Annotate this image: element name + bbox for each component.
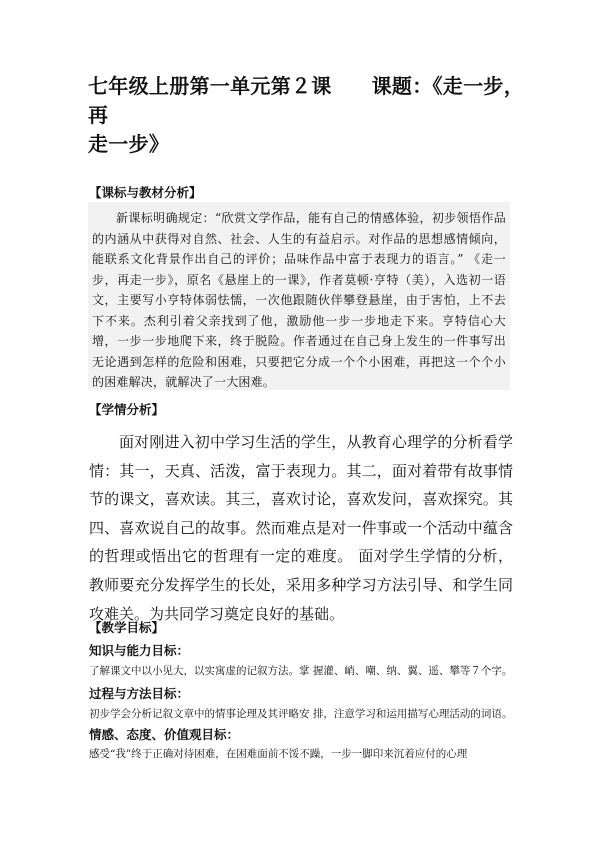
goal-process-text: 初步学会分析记叙文章中的情事论理及其评略安 排，注意学习和运用描写心理活动的词语。: [89, 708, 513, 720]
curriculum-heading: 【课标与教材分析】: [89, 185, 202, 200]
goal-knowledge-text: 了解课文中以小见大，以实寓虚的记叙方法。掌 握灌、峭、嘲、纳、翼、遥、攀等７个字。: [89, 665, 513, 677]
curriculum-analysis-text: 新课标明确规定：“欣赏文学作品，能有自己的情感体验，初步领悟作品的内涵从中获得对自然、社会、人生的有益启示。对作品的思想感情倾向，能联系文化背景作出自己的评价；品味作品中富于表现力的语言。” 《走一步，再走一步》，原名《悬崖上的一课》，作者莫顿·亨特（美），入选初一语文，主要写小亨特体弱怯懦，一次他跟随伙伴攀登悬崖，由于害怕，上不去下不来。杰利引着父亲找到了他，激励他一步一步地走下来。亨特信心大增，一步一步地爬下来，终于脱险。作者通过在自己身上发生的一件事写出无论遇到怎样的危险和困难，只要把它分成一个个小困难，再把这一个个小的困难解决，就解决了一大困难。: [92, 211, 506, 389]
title-topic: 课题：《走一步，再: [88, 74, 525, 127]
goal-emotion-heading: 情感、态度、价值观目标：: [89, 727, 240, 742]
title-unit: 七年级上册第一单元第２课: [88, 74, 332, 98]
learner-analysis-text: 面对刚进入初中学习生活的学生，从教育心理学的分析看学情：其一，天真、活泼，富于表现力。其二，面对着带有故事情节的课文，喜欢读。其三，喜欢讨论，喜欢发问，喜欢探究。其四、喜欢说自己的故事。然而难点是对一件事或一个活动中蕴含的哲理或悟出它的哲理有一定的难度。 面对学生学情的分析，教师要充分发挥学生的长处，采用多种学习方法引导、和学生同攻难关。为共同学习奠定良好的基础。: [89, 433, 513, 623]
curriculum-analysis-box: [88, 202, 510, 390]
goal-process-heading: 过程与方法目标：: [89, 686, 190, 701]
lesson-title: [88, 72, 528, 159]
title-topic-cont: 走一步》: [88, 132, 170, 156]
goals-heading: 【教学目标】: [89, 620, 165, 635]
goal-emotion-text: 感受“我”终于正确对待困难，在困难面前不馁不躁，一步一脚印来沉着应付的心理: [89, 748, 468, 760]
learner-heading: 【学情分析】: [89, 402, 165, 417]
goal-knowledge-heading: 知识与能力目标：: [89, 643, 190, 658]
